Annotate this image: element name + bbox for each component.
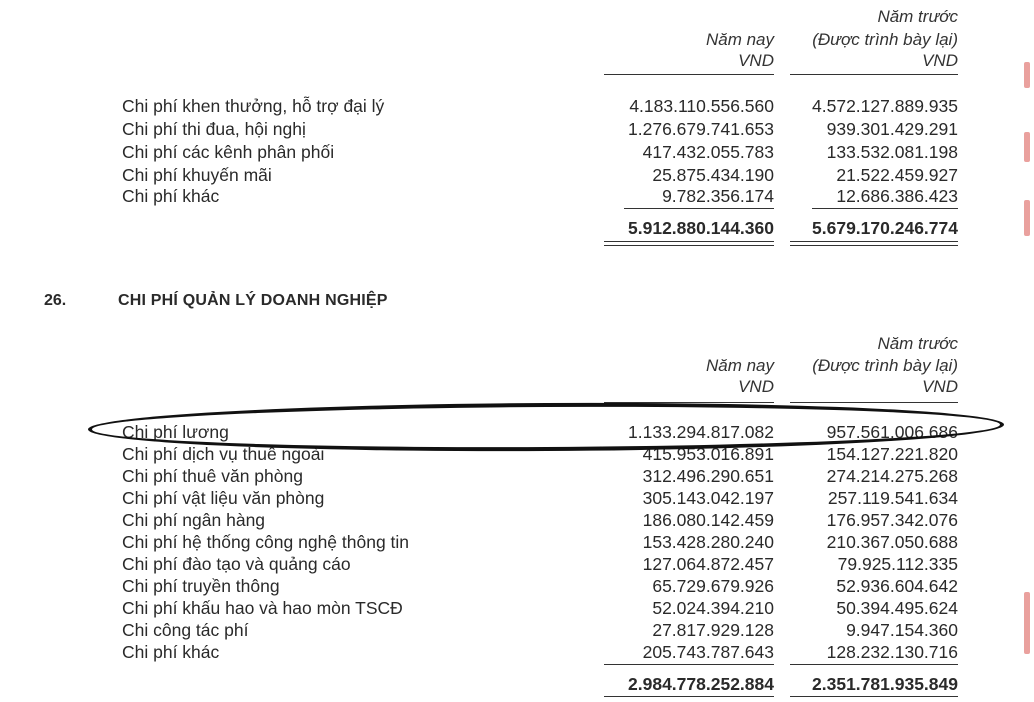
row-value-current: 27.817.929.128 [652,620,774,640]
subtotal-rule-prior [812,208,958,209]
table-row [0,509,1000,531]
table-row [0,95,1000,117]
row-label: Chi phí các kênh phân phối [122,142,335,162]
col-header-current-year: Năm nay [705,30,774,49]
row-label: Chi phí ngân hàng [122,510,266,530]
row-value-current: 127.064.872.457 [642,554,774,574]
col-header-unit-prior: VND [922,51,958,70]
total-rule-prior-double [790,245,958,246]
total-rule-prior [790,696,958,697]
row-value-current: 4.183.110.556.560 [629,96,774,116]
subtotal-rule-prior [790,664,958,665]
row-label: Chi phí khuyến mãi [122,165,272,185]
row-value-prior: 21.522.459.927 [836,165,958,185]
section-number: 26. [44,292,67,309]
row-value-current: 25.875.434.190 [652,165,774,185]
row-value-prior: 210.367.050.688 [826,532,958,552]
row-value-prior: 12.686.386.423 [836,186,958,206]
row-value-current: 312.496.290.651 [642,466,774,486]
table-row [0,597,1000,619]
row-value-current: 65.729.679.926 [652,576,774,596]
row-value-prior: 52.936.604.642 [836,576,958,596]
row-label: Chi phí khác [122,642,220,662]
row-label: Chi phí dịch vụ thuê ngoài [122,444,325,464]
row-value-current: 9.782.356.174 [662,186,774,206]
row-label: Chi phí lương [122,422,229,442]
margin-mark [1024,132,1030,162]
subtotal-rule-current [624,208,774,209]
row-value-prior: 9.947.154.360 [846,620,958,640]
row-value-prior: 274.214.275.268 [826,466,958,486]
row-value-current: 205.743.787.643 [642,642,774,662]
header-rule-current [604,74,774,75]
row-label: Chi công tác phí [122,620,249,640]
row-value-prior: 4.572.127.889.935 [812,96,958,116]
col-header-prior-year-line2: (Được trình bày lại) [812,30,958,49]
total-rule-current-double [604,245,774,246]
row-value-current: 186.080.142.459 [642,510,774,530]
row-label: Chi phí thi đua, hội nghị [122,119,306,139]
table-row [0,531,1000,553]
subtotal-rule-current [604,664,774,665]
row-value-prior: 50.394.495.624 [836,598,958,618]
total-prior: 5.679.170.246.774 [812,218,958,238]
section-title: CHI PHÍ QUẢN LÝ DOANH NGHIỆP [118,292,388,309]
row-label: Chi phí thuê văn phòng [122,466,303,486]
table-row [0,487,1000,509]
row-label: Chi phí đào tạo và quảng cáo [122,554,351,574]
row-value-current: 1.276.679.741.653 [628,119,774,139]
row-value-prior: 133.532.081.198 [826,142,958,162]
total-current: 5.912.880.144.360 [628,218,774,238]
col-header-prior-year-line2: (Được trình bày lại) [812,356,958,375]
total-rule-current [604,696,774,697]
table-row [0,141,1000,163]
total-rule-current [604,241,774,242]
total-prior: 2.351.781.935.849 [812,674,958,694]
table-row [0,575,1000,597]
row-value-prior: 154.127.221.820 [826,444,958,464]
total-rule-prior [790,241,958,242]
table-row [0,118,1000,140]
row-value-prior: 257.119.541.634 [827,488,958,508]
row-value-current: 52.024.394.210 [652,598,774,618]
row-label: Chi phí khen thưởng, hỗ trợ đại lý [122,96,385,116]
total-current: 2.984.778.252.884 [628,674,774,694]
header-rule-prior [790,74,958,75]
col-header-prior-year-line1: Năm trước [877,7,958,26]
row-value-prior: 176.957.342.076 [826,510,958,530]
row-value-prior: 128.232.130.716 [826,642,958,662]
row-label: Chi phí khác [122,186,220,206]
row-label: Chi phí khấu hao và hao mòn TSCĐ [122,598,403,618]
col-header-unit-prior: VND [922,377,958,396]
row-value-current: 1.133.294.817.082 [628,422,774,442]
row-label: Chi phí vật liệu văn phòng [122,488,325,508]
table-row [0,619,1000,641]
row-value-current: 415.953.016.891 [642,444,774,464]
row-value-prior: 939.301.429.291 [826,119,958,139]
row-value-prior: 79.925.112.335 [837,554,958,574]
row-value-current: 417.432.055.783 [642,142,774,162]
table-row [0,164,1000,186]
table-row [0,641,1000,663]
col-header-current-year: Năm nay [705,356,774,375]
table-row [0,185,1000,207]
row-value-prior: 957.561.006.686 [826,422,958,442]
row-value-current: 305.143.042.197 [642,488,774,508]
table-row [0,465,1000,487]
margin-mark [1024,62,1030,88]
margin-mark [1024,592,1030,654]
row-value-current: 153.428.280.240 [642,532,774,552]
col-header-unit-current: VND [738,51,774,70]
col-header-prior-year-line1: Năm trước [877,334,958,353]
col-header-unit-current: VND [738,377,774,396]
header-rule-prior [790,402,958,403]
row-label: Chi phí truyền thông [122,576,280,596]
table-row [0,553,1000,575]
margin-mark [1024,200,1030,236]
row-label: Chi phí hệ thống công nghệ thông tin [122,532,410,552]
